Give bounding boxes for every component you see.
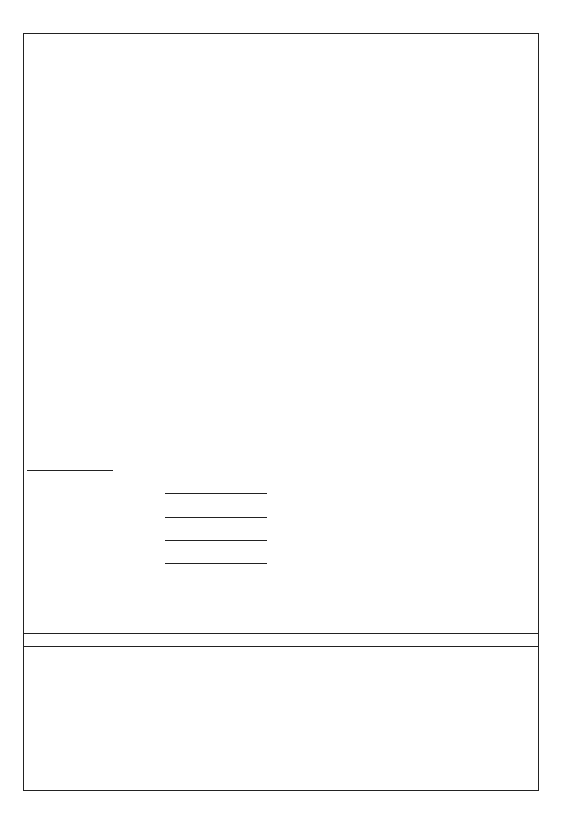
erwerbstag-row[interactable] [24, 634, 538, 647]
nachweis-row[interactable] [24, 647, 538, 790]
nachweis-label [24, 647, 538, 790]
erwerb-blank-2[interactable] [165, 487, 267, 494]
erwerb-blank-1[interactable] [27, 464, 113, 471]
erwerb-blank-3[interactable] [165, 511, 267, 518]
erwerb-section [24, 426, 538, 634]
form-table [23, 33, 539, 791]
erwerb-blank-4[interactable] [165, 534, 267, 541]
erwerbstag-label [24, 634, 538, 646]
erwerb-blank-5[interactable] [165, 557, 267, 564]
